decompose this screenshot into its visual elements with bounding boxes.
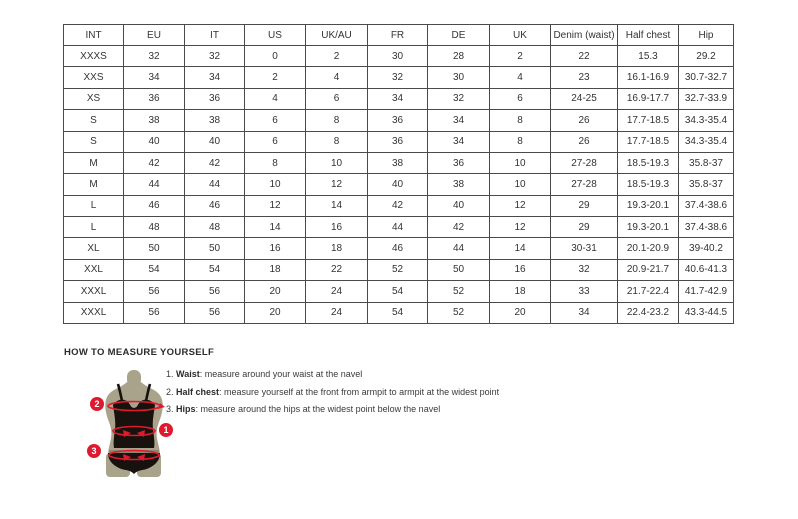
size-cell: 4	[245, 88, 306, 109]
size-cell: 20	[490, 302, 551, 324]
column-header: EU	[124, 25, 185, 46]
size-cell: 16.1-16.9	[618, 67, 679, 88]
size-row	[64, 152, 734, 173]
size-cell: 20	[245, 281, 306, 302]
size-cell: 40	[185, 131, 245, 152]
size-cell: 4	[306, 67, 368, 88]
size-cell: 42	[124, 152, 185, 173]
size-row	[64, 238, 734, 259]
instruction-text: : measure around the hips at the widest point below the navel	[195, 404, 441, 414]
size-cell: XXXL	[64, 302, 124, 324]
size-cell: 52	[428, 281, 490, 302]
size-cell: 22.4-23.2	[618, 302, 679, 324]
size-cell: 56	[185, 302, 245, 324]
size-cell: 36	[124, 88, 185, 109]
size-cell: 54	[368, 302, 428, 324]
size-cell: 8	[306, 131, 368, 152]
size-cell: 23	[551, 67, 618, 88]
size-cell: 42	[368, 195, 428, 216]
size-cell: 28	[428, 46, 490, 67]
size-cell: 32.7-33.9	[679, 88, 734, 109]
instruction-waist	[166, 366, 499, 384]
size-cell: 33	[551, 281, 618, 302]
instruction-hips	[166, 401, 499, 419]
size-cell: 40	[368, 174, 428, 195]
size-cell: XL	[64, 238, 124, 259]
size-cell: 22	[306, 259, 368, 280]
size-row	[64, 195, 734, 216]
size-cell: 42	[185, 152, 245, 173]
size-cell: 34	[428, 110, 490, 131]
size-cell: 46	[124, 195, 185, 216]
size-cell: 24	[306, 302, 368, 324]
size-cell: 19.3-20.1	[618, 217, 679, 238]
size-cell: 14	[306, 195, 368, 216]
column-header: INT	[64, 25, 124, 46]
size-cell: 8	[490, 131, 551, 152]
size-cell: 36	[428, 152, 490, 173]
size-cell: 29.2	[679, 46, 734, 67]
instruction-text: : measure yourself at the front from armpit to armpit at the widest point	[219, 386, 500, 397]
size-cell: S	[64, 131, 124, 152]
size-cell: 42	[428, 217, 490, 238]
size-cell: 27-28	[551, 152, 618, 173]
size-cell: 10	[306, 152, 368, 173]
measure-section-title: HOW TO MEASURE YOURSELF	[64, 347, 215, 358]
size-cell: 32	[185, 46, 245, 67]
instruction-number: 1.	[166, 369, 174, 379]
size-cell: 32	[124, 46, 185, 67]
size-cell: 8	[306, 110, 368, 131]
size-cell: 20.9-21.7	[618, 259, 679, 280]
instruction-text: : measure around your waist at the navel	[199, 369, 363, 379]
size-cell: 50	[124, 238, 185, 259]
size-cell: 10	[245, 174, 306, 195]
size-cell: S	[64, 110, 124, 131]
size-row	[64, 174, 734, 195]
size-cell: XXXS	[64, 46, 124, 67]
svg-text:1: 1	[163, 425, 169, 436]
size-cell: 30.7-32.7	[679, 67, 734, 88]
size-cell: 37.4-38.6	[679, 217, 734, 238]
size-cell: 6	[490, 88, 551, 109]
size-cell: 56	[185, 281, 245, 302]
size-cell: 29	[551, 195, 618, 216]
size-cell: 34	[124, 67, 185, 88]
size-cell: 32	[551, 259, 618, 280]
size-row	[64, 281, 734, 302]
size-cell: 12	[245, 195, 306, 216]
size-cell: 2	[306, 46, 368, 67]
size-cell: XXXL	[64, 281, 124, 302]
size-cell: 34	[185, 67, 245, 88]
size-row	[64, 46, 734, 67]
column-header: Hip	[679, 25, 734, 46]
size-cell: 35.8-37	[679, 174, 734, 195]
size-cell: 39-40.2	[679, 238, 734, 259]
measure-instructions	[166, 366, 499, 419]
size-cell: 32	[428, 88, 490, 109]
size-row	[64, 110, 734, 131]
size-cell: 30	[428, 67, 490, 88]
column-header: US	[245, 25, 306, 46]
size-cell: 36	[185, 88, 245, 109]
column-header: UK	[490, 25, 551, 46]
size-cell: 22	[551, 46, 618, 67]
size-chart-section	[63, 24, 734, 324]
svg-text:3: 3	[91, 446, 97, 457]
size-cell: 40.6-41.3	[679, 259, 734, 280]
size-cell: 16	[245, 238, 306, 259]
size-cell: 14	[490, 238, 551, 259]
size-cell: 20	[245, 302, 306, 324]
size-cell: L	[64, 195, 124, 216]
size-cell: 27-28	[551, 174, 618, 195]
size-row	[64, 217, 734, 238]
size-chart-table	[63, 24, 734, 324]
instruction-label: Hips	[176, 404, 196, 414]
size-cell: 30	[368, 46, 428, 67]
size-cell: L	[64, 217, 124, 238]
size-cell: 38	[124, 110, 185, 131]
instruction-label: Waist	[176, 369, 200, 379]
size-cell: 38	[185, 110, 245, 131]
size-cell: 12	[306, 174, 368, 195]
size-cell: 32	[368, 67, 428, 88]
size-cell: 8	[490, 110, 551, 131]
size-cell: 52	[428, 302, 490, 324]
size-cell: 38	[368, 152, 428, 173]
size-cell: 14	[245, 217, 306, 238]
column-header: UK/AU	[306, 25, 368, 46]
size-cell: 54	[185, 259, 245, 280]
size-cell: 29	[551, 217, 618, 238]
size-row	[64, 67, 734, 88]
size-cell: 17.7-18.5	[618, 131, 679, 152]
size-cell: 19.3-20.1	[618, 195, 679, 216]
size-cell: 18.5-19.3	[618, 174, 679, 195]
size-cell: 16	[306, 217, 368, 238]
size-cell: 34	[428, 131, 490, 152]
size-cell: 43.3-44.5	[679, 302, 734, 324]
size-cell: 41.7-42.9	[679, 281, 734, 302]
size-cell: XXS	[64, 67, 124, 88]
size-row	[64, 259, 734, 280]
size-row	[64, 88, 734, 109]
table-header-row	[64, 25, 734, 46]
size-cell: 15.3	[618, 46, 679, 67]
size-cell: 54	[368, 281, 428, 302]
size-cell: XXL	[64, 259, 124, 280]
size-cell: 40	[428, 195, 490, 216]
size-cell: 18	[306, 238, 368, 259]
size-cell: 6	[245, 131, 306, 152]
column-header: FR	[368, 25, 428, 46]
size-cell: 17.7-18.5	[618, 110, 679, 131]
size-cell: 6	[245, 110, 306, 131]
size-cell: 8	[245, 152, 306, 173]
column-header: Half chest	[618, 25, 679, 46]
size-cell: M	[64, 152, 124, 173]
size-cell: 36	[368, 110, 428, 131]
size-cell: 12	[490, 195, 551, 216]
size-cell: 48	[185, 217, 245, 238]
size-cell: 50	[428, 259, 490, 280]
size-cell: 26	[551, 110, 618, 131]
size-cell: 38	[428, 174, 490, 195]
size-cell: 40	[124, 131, 185, 152]
size-cell: 16	[490, 259, 551, 280]
size-cell: 34.3-35.4	[679, 110, 734, 131]
instruction-number: 3.	[166, 404, 174, 414]
size-cell: 56	[124, 281, 185, 302]
badge-waist	[159, 423, 173, 437]
size-cell: 44	[124, 174, 185, 195]
size-cell: 44	[368, 217, 428, 238]
size-cell: 44	[185, 174, 245, 195]
instruction-label: Half chest	[176, 386, 220, 397]
badge-hips	[87, 444, 101, 458]
column-header: Denim (waist)	[551, 25, 618, 46]
column-header: DE	[428, 25, 490, 46]
size-cell: 2	[490, 46, 551, 67]
size-cell: 35.8-37	[679, 152, 734, 173]
size-cell: 16.9-17.7	[618, 88, 679, 109]
size-cell: 24	[306, 281, 368, 302]
size-cell: 18	[245, 259, 306, 280]
size-row	[64, 302, 734, 324]
size-cell: 52	[368, 259, 428, 280]
size-cell: 37.4-38.6	[679, 195, 734, 216]
size-cell: 34.3-35.4	[679, 131, 734, 152]
size-cell: 10	[490, 174, 551, 195]
size-cell: XS	[64, 88, 124, 109]
size-cell: 20.1-20.9	[618, 238, 679, 259]
size-cell: 44	[428, 238, 490, 259]
size-cell: 56	[124, 302, 185, 324]
size-cell: 46	[185, 195, 245, 216]
size-cell: 21.7-22.4	[618, 281, 679, 302]
size-cell: 34	[551, 302, 618, 324]
size-cell: 6	[306, 88, 368, 109]
instruction-number: 2.	[166, 386, 174, 397]
svg-text:2: 2	[94, 399, 100, 410]
badge-chest	[90, 397, 104, 411]
size-cell: 48	[124, 217, 185, 238]
size-cell: 30-31	[551, 238, 618, 259]
size-cell: M	[64, 174, 124, 195]
instruction-half-chest	[166, 384, 499, 402]
size-cell: 2	[245, 67, 306, 88]
size-row	[64, 131, 734, 152]
size-cell: 0	[245, 46, 306, 67]
size-cell: 24-25	[551, 88, 618, 109]
size-cell: 36	[368, 131, 428, 152]
size-cell: 18	[490, 281, 551, 302]
size-cell: 4	[490, 67, 551, 88]
size-cell: 46	[368, 238, 428, 259]
size-cell: 10	[490, 152, 551, 173]
column-header: IT	[185, 25, 245, 46]
size-cell: 12	[490, 217, 551, 238]
size-cell: 50	[185, 238, 245, 259]
size-cell: 18.5-19.3	[618, 152, 679, 173]
size-cell: 54	[124, 259, 185, 280]
size-cell: 26	[551, 131, 618, 152]
size-cell: 34	[368, 88, 428, 109]
